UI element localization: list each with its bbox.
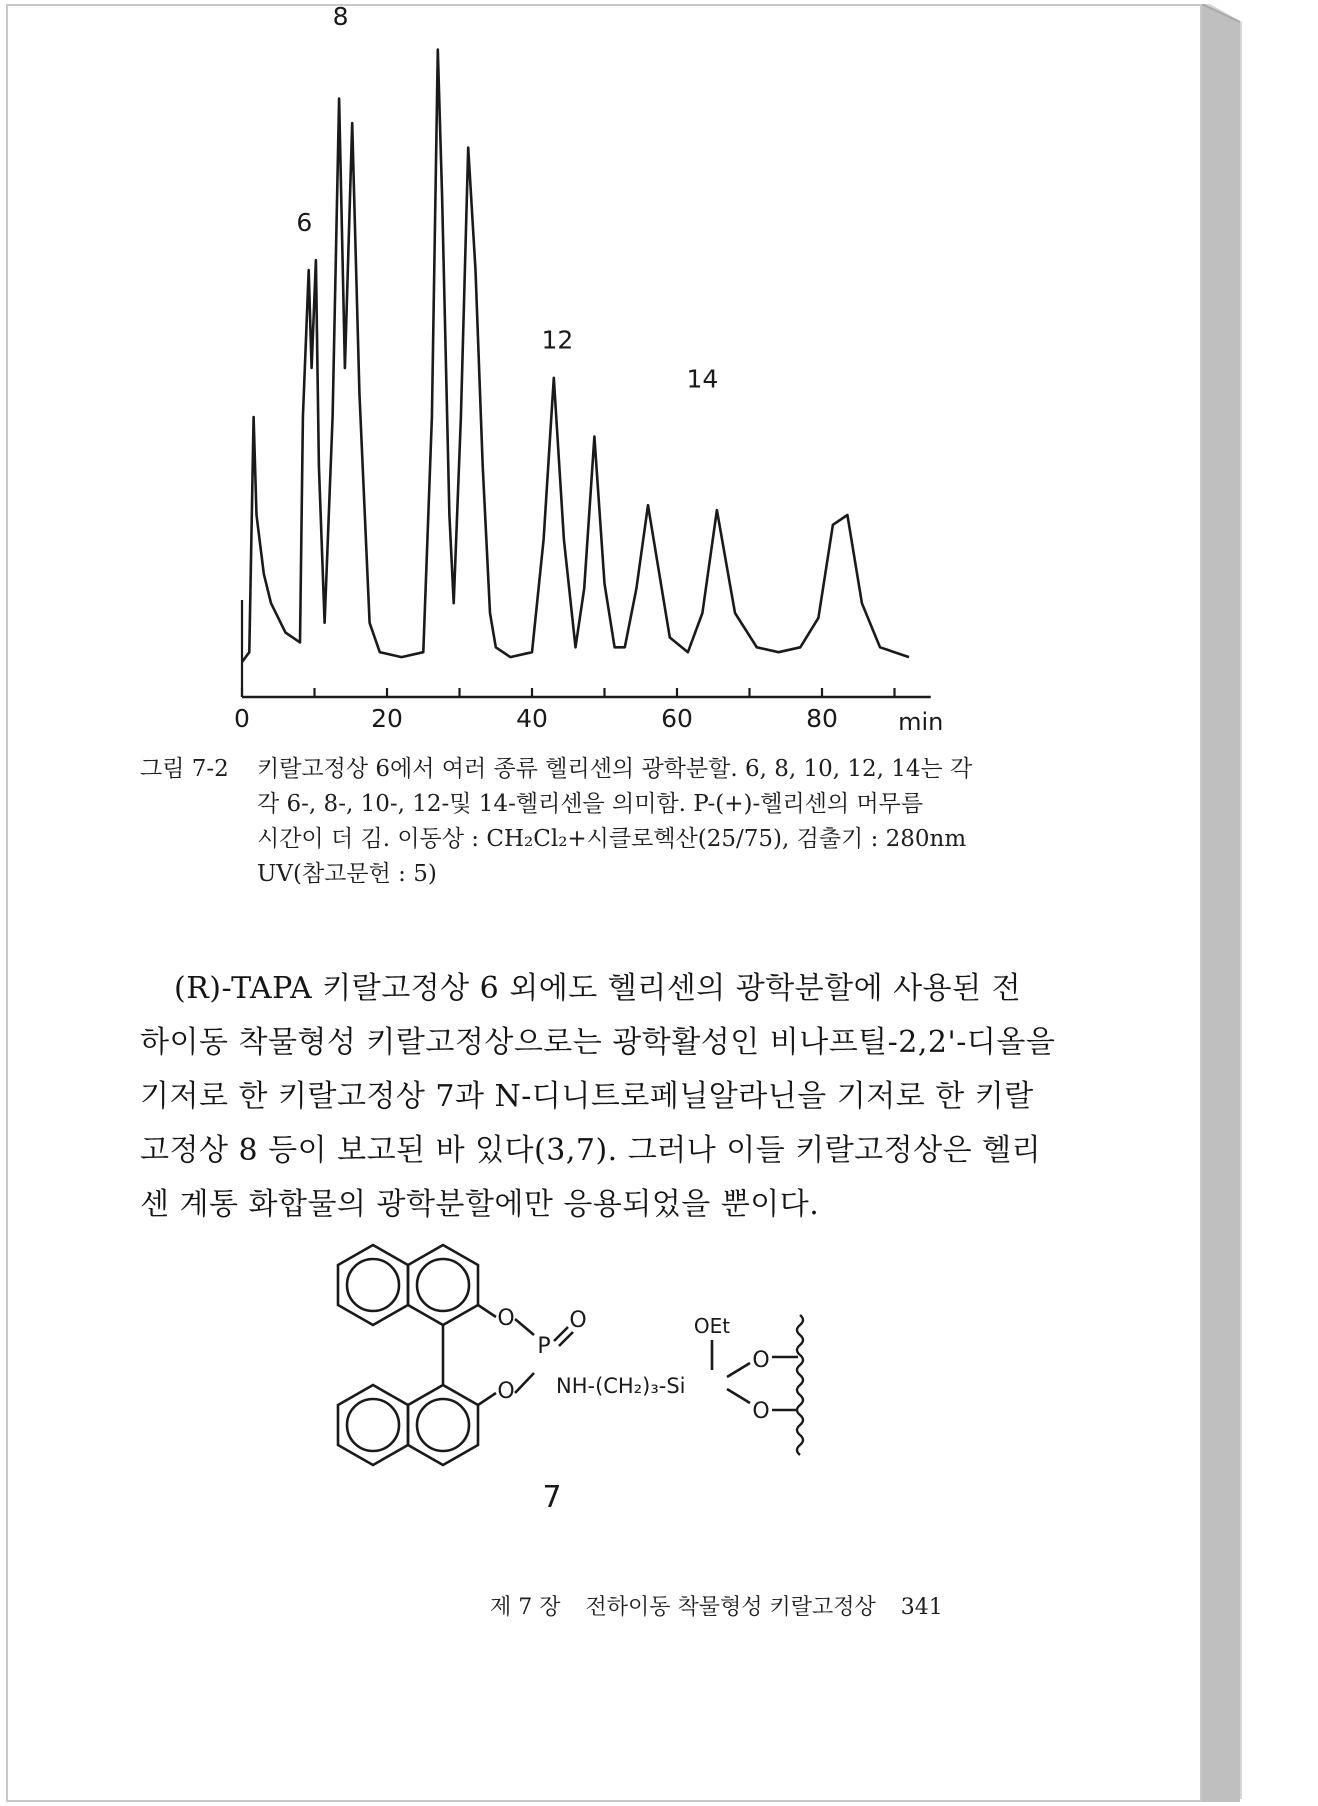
x-tick-label: 60	[661, 704, 693, 733]
atom-phosphorus: P	[537, 1334, 551, 1359]
aminopropyl-silane-chain: NH-(CH₂)₃-Si	[556, 1374, 686, 1398]
x-tick-label: 40	[516, 704, 548, 733]
chemical-structure-7	[290, 1235, 850, 1535]
footer-chapter: 제 7 장	[490, 1595, 561, 1620]
x-tick-label: 20	[371, 704, 403, 733]
x-axis-unit-label: min	[898, 708, 944, 736]
body-line: 기저로 한 키랄고정상 7과 N-디니트로페닐알라닌을 기저로 한 키랄	[140, 1079, 1034, 1114]
x-tick-label: 0	[234, 704, 250, 733]
caption-label: 그림 7-2	[140, 756, 229, 782]
atom-oxygen: O	[752, 1399, 770, 1424]
binaphthyl-rings	[338, 1245, 798, 1465]
chromatogram	[0, 0, 1318, 760]
ethoxy-group: OEt	[693, 1314, 731, 1338]
caption-line: UV(참고문헌 : 5)	[257, 861, 437, 887]
body-paragraph	[140, 962, 1056, 1232]
body-line: 센 계통 화합물의 광학분할에만 응용되었을 뿐이다.	[140, 1187, 820, 1222]
caption-line: 각 6-, 8-, 10-, 12-및 14-헬리센을 의미함. P-(+)-헬리센의 머무름	[257, 791, 924, 817]
silica-surface-wavy-line	[797, 1315, 803, 1455]
page-number: 341	[900, 1595, 943, 1620]
peak-labels	[296, 0, 718, 394]
x-tick-label: 80	[806, 704, 838, 733]
chromatogram-x-axis	[234, 600, 943, 736]
atom-oxygen-double: O	[569, 1308, 587, 1333]
peak-label: 8	[332, 2, 349, 31]
caption-line: 시간이 더 김. 이동상 : CH₂Cl₂+시클로헥산(25/75), 검출기 : 280nm	[257, 826, 967, 852]
page-footer	[490, 1590, 961, 1621]
body-line: 고정상 8 등이 보고된 바 있다(3,7). 그러나 이들 키랄고정상은 헬리	[140, 1133, 1042, 1168]
figure-caption	[140, 752, 1020, 892]
peak-label: 6	[296, 207, 313, 237]
compound-number: 7	[542, 1480, 562, 1515]
peak-label: 12	[541, 325, 574, 355]
body-line: 하이동 착물형성 키랄고정상으로는 광학활성인 비나프틸-2,2'-디올을	[140, 1025, 1056, 1060]
atom-oxygen: O	[497, 1379, 515, 1404]
caption-line: 키랄고정상 6에서 여러 종류 헬리센의 광학분할. 6, 8, 10, 12, 14는 각	[257, 756, 973, 782]
atom-oxygen: O	[752, 1348, 770, 1373]
chromatogram-trace	[242, 50, 909, 663]
peak-label: 14	[686, 364, 719, 394]
footer-chapter-title: 전하이동 착물형성 키랄고정상	[585, 1595, 876, 1620]
atom-oxygen: O	[497, 1306, 515, 1331]
body-line: (R)-TAPA 키랄고정상 6 외에도 헬리센의 광학분할에 사용된 전	[174, 971, 1022, 1006]
